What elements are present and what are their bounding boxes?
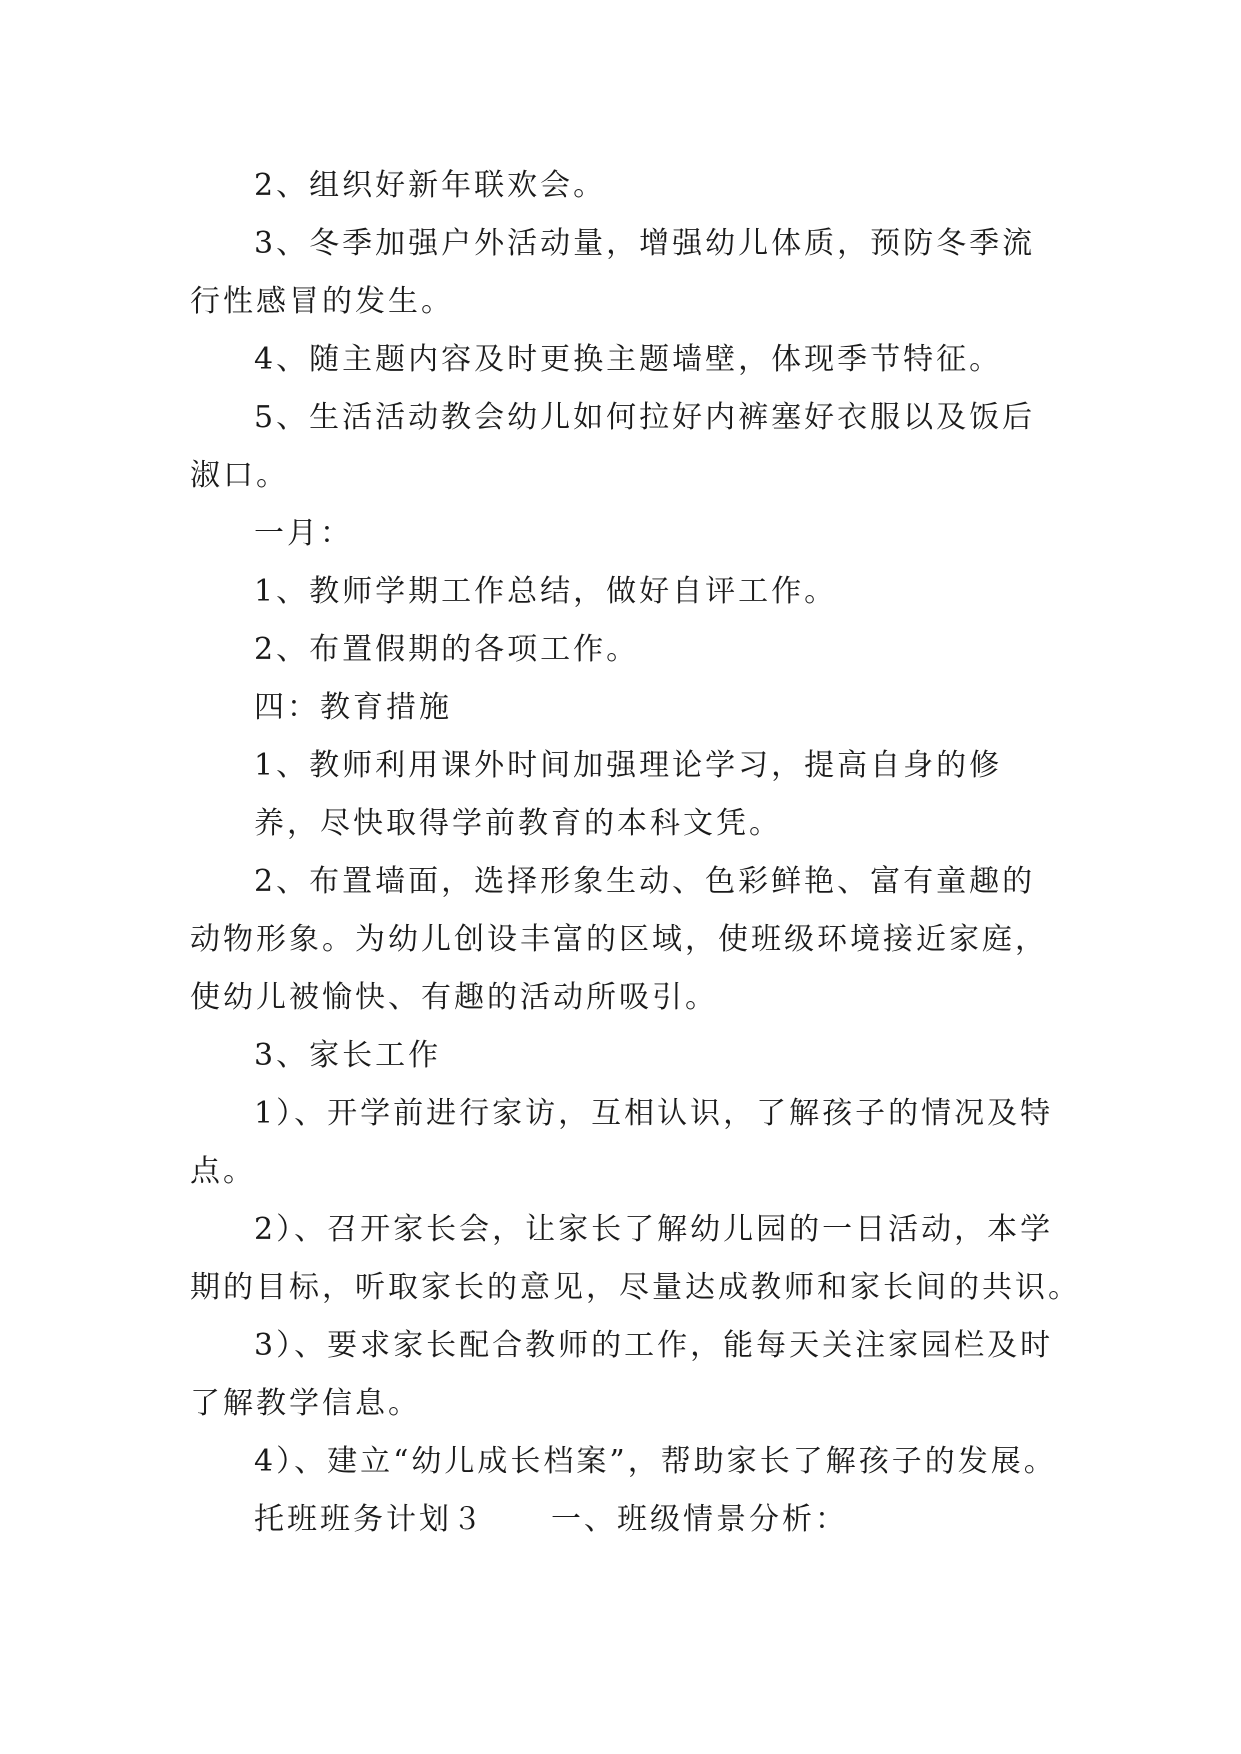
paragraph-line: 4、随主题内容及时更换主题墙壁，体现季节特征。 <box>254 342 1003 377</box>
paragraph-line: 1）、开学前进行家访，互相认识，了解孩子的情况及特 <box>254 1096 1054 1131</box>
paragraph-line: 5、生活活动教会幼儿如何拉好内裤塞好衣服以及饭后 <box>254 400 1036 435</box>
paragraph-line: 使幼儿被愉快、有趣的活动所吸引。 <box>190 980 718 1015</box>
section-heading: 四：教育措施 <box>254 690 452 725</box>
paragraph-line: 点。 <box>190 1154 256 1189</box>
section-heading: 一月： <box>254 516 353 551</box>
section-heading: 3、家长工作 <box>254 1038 442 1073</box>
paragraph-line: 3、冬季加强户外活动量，增强幼儿体质，预防冬季流 <box>254 226 1036 261</box>
section-heading: 托班班务计划３ 一、班级情景分析： <box>254 1502 848 1537</box>
paragraph-line: 期的目标，听取家长的意见，尽量达成教师和家长间的共识。 <box>190 1270 1081 1305</box>
paragraph-line: 2、组织好新年联欢会。 <box>254 168 607 203</box>
paragraph-line: 养，尽快取得学前教育的本科文凭。 <box>254 806 782 841</box>
paragraph-line: 3）、要求家长配合教师的工作，能每天关注家园栏及时 <box>254 1328 1054 1363</box>
paragraph-line: 动物形象。为幼儿创设丰富的区域，使班级环境接近家庭， <box>190 922 1048 957</box>
paragraph-line: 2）、召开家长会，让家长了解幼儿园的一日活动，本学 <box>254 1212 1054 1247</box>
paragraph-line: 1、教师利用课外时间加强理论学习，提高自身的修 <box>254 748 1003 783</box>
paragraph-line: 了解教学信息。 <box>190 1386 421 1421</box>
paragraph-line: 2、布置假期的各项工作。 <box>254 632 640 667</box>
paragraph-line: 4）、建立“幼儿成长档案”，帮助家长了解孩子的发展。 <box>254 1444 1057 1479</box>
paragraph-line: 1、教师学期工作总结，做好自评工作。 <box>254 574 838 609</box>
paragraph-line: 2、布置墙面，选择形象生动、色彩鲜艳、富有童趣的 <box>254 864 1036 899</box>
paragraph-line: 行性感冒的发生。 <box>190 284 454 319</box>
paragraph-line: 淑口。 <box>190 458 289 493</box>
